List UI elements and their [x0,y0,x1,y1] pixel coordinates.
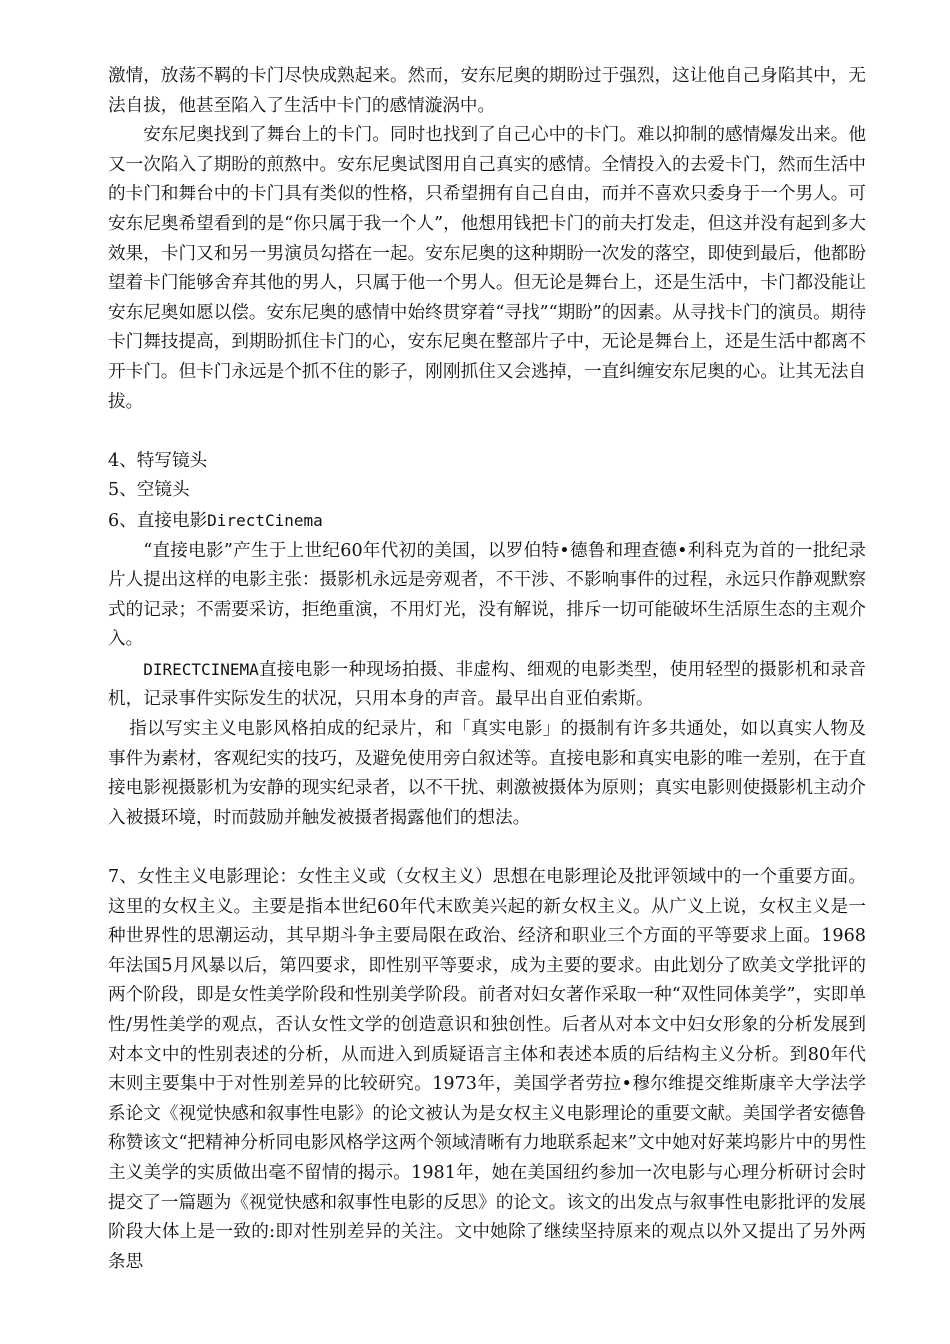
paragraph-direct-cinema-definition [108,655,866,715]
paragraph-carmen-analysis: 安东尼奥找到了舞台上的卡门。同时也找到了自己心中的卡门。难以抑制的感情爆发出来。他又一次陷入了期盼的煎熬中。安东尼奥试图用自己真实的感情。全情投入的去爱卡门，然而生活中的卡门和舞台中的卡门具有类似的性格，只希望拥有自己自由，而并不喜欢只委身于一个男人。可安东尼奥希望看到的是“你只属于我一个人”，他想用钱把卡门的前夫打发走，但这并没有起到多大效果，卡门又和另一男演员勾搭在一起。安东尼奥的这种期盼一次发的落空，即使到最后，他都盼望着卡门能够舍弃其他的男人，只属于他一个男人。但无论是舞台上，还是生活中，卡门都没能让安东尼奥如愿以偿。安东尼奥的感情中始终贯穿着“寻找”“期盼”的因素。从寻找卡门的演员。期待卡门舞技提高，到期盼抓住卡门的心，安东尼奥在整部片子中，无论是舞台上，还是生活中都离不开卡门。但卡门永远是个抓不住的影子，刚刚抓住又会逃掉，一直纠缠安东尼奥的心。让其无法自拔。 [108,125,866,412]
spacer [108,833,866,863]
heading-direct-cinema [108,506,866,537]
spacer [108,417,866,447]
paragraph-direct-cinema-origin: “直接电影”产生于上世纪60年代初的美国，以罗伯特•德鲁和理查德•利科克为首的一批纪录片人提出这样的电影主张：摄影机永远是旁观者，不干涉、不影响事件的过程，永远只作静观默察式的记录；不需要采访，拒绝重演，不用灯光，没有解说，排斥一切可能破坏生活原生态的主观介入。 [108,540,866,650]
direct-cinema-definition-text: 直接电影一种现场拍摄、非虚构、细观的电影类型，使用轻型的摄影机和录音机，记录事件实际发生的状况，只用本身的声音。最早出自亚伯索斯。 [108,659,866,710]
paragraph-direct-cinema-comparison: 指以写实主义电影风格拍成的纪录片，和「真实电影」的摄制有许多共通处，如以真实人物及事件为素材，客观纪实的技巧，及避免使用旁白叙述等。直接电影和真实电影的唯一差别，在于直接电影视摄影机为安静的现实纪录者，以不干扰、刺激被摄体为原则；真实电影则使摄影机主动介入被摄环境，时而鼓励并触发被摄者揭露他们的想法。 [108,719,866,828]
heading-empty-shot: 5、空镜头 [108,480,190,501]
direct-cinema-term: DIRECTCINEMA [143,659,259,679]
heading-close-up: 4、特写镜头 [108,450,208,471]
heading-direct-cinema-prefix: 6、直接电影 [108,510,208,531]
paragraph-feminist-film-theory: 7、女性主义电影理论：女性主义或（女权主义）思想在电影理论及批评领域中的一个重要方面。这里的女权主义。主要是指本世纪60年代末欧美兴起的新女权主义。从广义上说，女权主义是一种世界性的思潮运动，其早期斗争主要局限在政治、经济和职业三个方面的平等要求上面。1968年法国5月风暴以后，第四要求，即性别平等要求，成为主要的要求。由此划分了欧美文学批评的两个阶段，即是女性美学阶段和性别美学阶段。前者对妇女著作采取一种“双性同体美学”，实即单性/男性美学的观点，否认女性文学的创造意识和独创性。后者从对本文中妇女形象的分析发展到对本文中的性别表述的分析，从而进入到质疑语言主体和表述本质的后结构主义分析。到80年代末则主要集中于对性别差异的比较研究。1973年，美国学者劳拉•穆尔维提交维斯康辛大学法学系论文《视觉快感和叙事性电影》的论文被认为是女权主义电影理论的重要文献。美国学者安德鲁称赞该文“把精神分析同电影风格学这两个领域清晰有力地联系起来”文中她对好莱坞影片中的男性主义美学的实质做出毫不留情的揭示。1981年，她在美国纽约参加一次电影与心理分析研讨会时提交了一篇题为《视觉快感和叙事性电影的反思》的论文。该文的出发点与叙事性电影批评的发展阶段大体上是一致的:即对性别差异的关注。文中她除了继续坚持原来的观点以外又提出了另外两条思 [108,867,866,1272]
heading-direct-cinema-english: DirectCinema [207,510,323,530]
paragraph-carmen-intro: 激情，放荡不羁的卡门尽快成熟起来。然而，安东尼奥的期盼过于强烈，这让他自己身陷其中，无法自拔，他甚至陷入了生活中卡门的感情漩涡中。 [108,66,866,116]
